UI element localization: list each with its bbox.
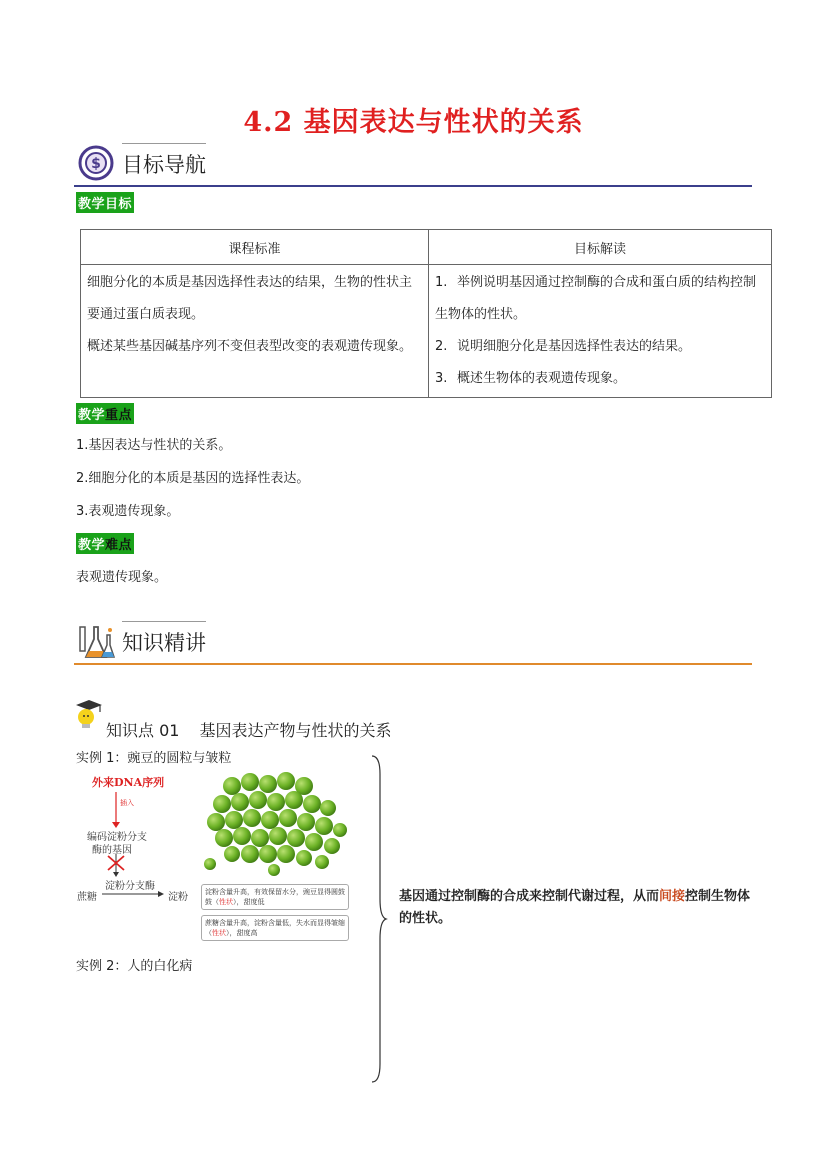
section-label-knowledge: 知识精讲 xyxy=(122,631,206,655)
example-1-label: 实例 1：豌豆的圆粒与皱粒 xyxy=(76,751,232,766)
knowledge-point-title: 基因表达产物与性状的关系 xyxy=(199,721,392,740)
conclusion-highlight: 间接 xyxy=(659,889,686,904)
knowledge-point-number: 知识点 01 xyxy=(106,721,180,740)
gene-label-line2: 酶的基因 xyxy=(92,845,132,856)
standard-cell xyxy=(81,265,429,398)
interpretation-cell xyxy=(429,265,772,398)
page-title: 4.2 基因表达与性状的关系 xyxy=(243,107,584,138)
table-header: 课程标准 xyxy=(81,230,429,265)
difficult-points-tag: 教学难点 xyxy=(76,533,134,554)
insert-label: 插入 xyxy=(120,799,134,807)
navigation-money-icon xyxy=(76,143,116,183)
standard-text: 细胞分化的本质是基因选择性表达的结果，生物的性状主要通过蛋白质表现。 xyxy=(87,275,413,322)
goals-table xyxy=(80,229,772,398)
enzyme-label: 淀粉分支酶 xyxy=(105,881,155,892)
lab-flask-icon xyxy=(74,621,118,663)
curly-brace xyxy=(368,754,388,1084)
interpretation-item: 1. 举例说明基因通过控制酶的合成和蛋白质的结构控制生物体的性状。 xyxy=(435,275,757,322)
key-point-item: 2.细胞分化的本质是基因的选择性表达。 xyxy=(76,471,310,486)
key-point-item: 1.基因表达与性状的关系。 xyxy=(76,438,232,453)
wrinkled-pea-note: 蔗糖含量升高，淀粉含量低，失水而显得皱缩（性状），甜度高 xyxy=(201,915,349,941)
round-pea-note: 淀粉含量升高，有效保留水分，豌豆显得圆鼓鼓（性状），甜度低 xyxy=(201,884,349,910)
difficult-point-text: 表观遗传现象。 xyxy=(76,570,168,585)
key-points-tag: 教学重点 xyxy=(76,403,134,424)
pea-diagram xyxy=(74,770,349,945)
standard-text: 概述某些基因碱基序列不变但表型改变的表观遗传现象。 xyxy=(87,339,413,354)
svg-text:$: $ xyxy=(91,156,101,172)
gene-label-line1: 编码淀粉分支 xyxy=(87,832,147,843)
section-header-knowledge xyxy=(74,621,752,665)
key-point-item: 3.表观遗传现象。 xyxy=(76,504,180,519)
example-2-label: 实例 2：人的白化病 xyxy=(76,959,193,974)
starch-label: 淀粉 xyxy=(168,892,188,903)
sucrose-label: 蔗糖 xyxy=(77,892,97,903)
graduate-bulb-icon xyxy=(72,697,106,731)
table-header: 目标解读 xyxy=(429,230,772,265)
interpretation-item: 3. 概述生物体的表观遗传现象。 xyxy=(435,371,627,386)
foreign-dna-label: 外来DNA序列 xyxy=(92,776,165,789)
knowledge-point-heading xyxy=(106,718,391,741)
green-peas-image xyxy=(202,772,348,878)
section-label-goals: 目标导航 xyxy=(122,153,206,177)
interpretation-item: 2. 说明细胞分化是基因选择性表达的结果。 xyxy=(435,339,692,354)
section-header-goals xyxy=(74,143,752,187)
conclusion-text: 基因通过控制酶的合成来控制代谢过程，从而间接控制生物体的性状。 xyxy=(399,889,751,926)
teaching-goals-tag: 教学目标 xyxy=(76,192,134,213)
